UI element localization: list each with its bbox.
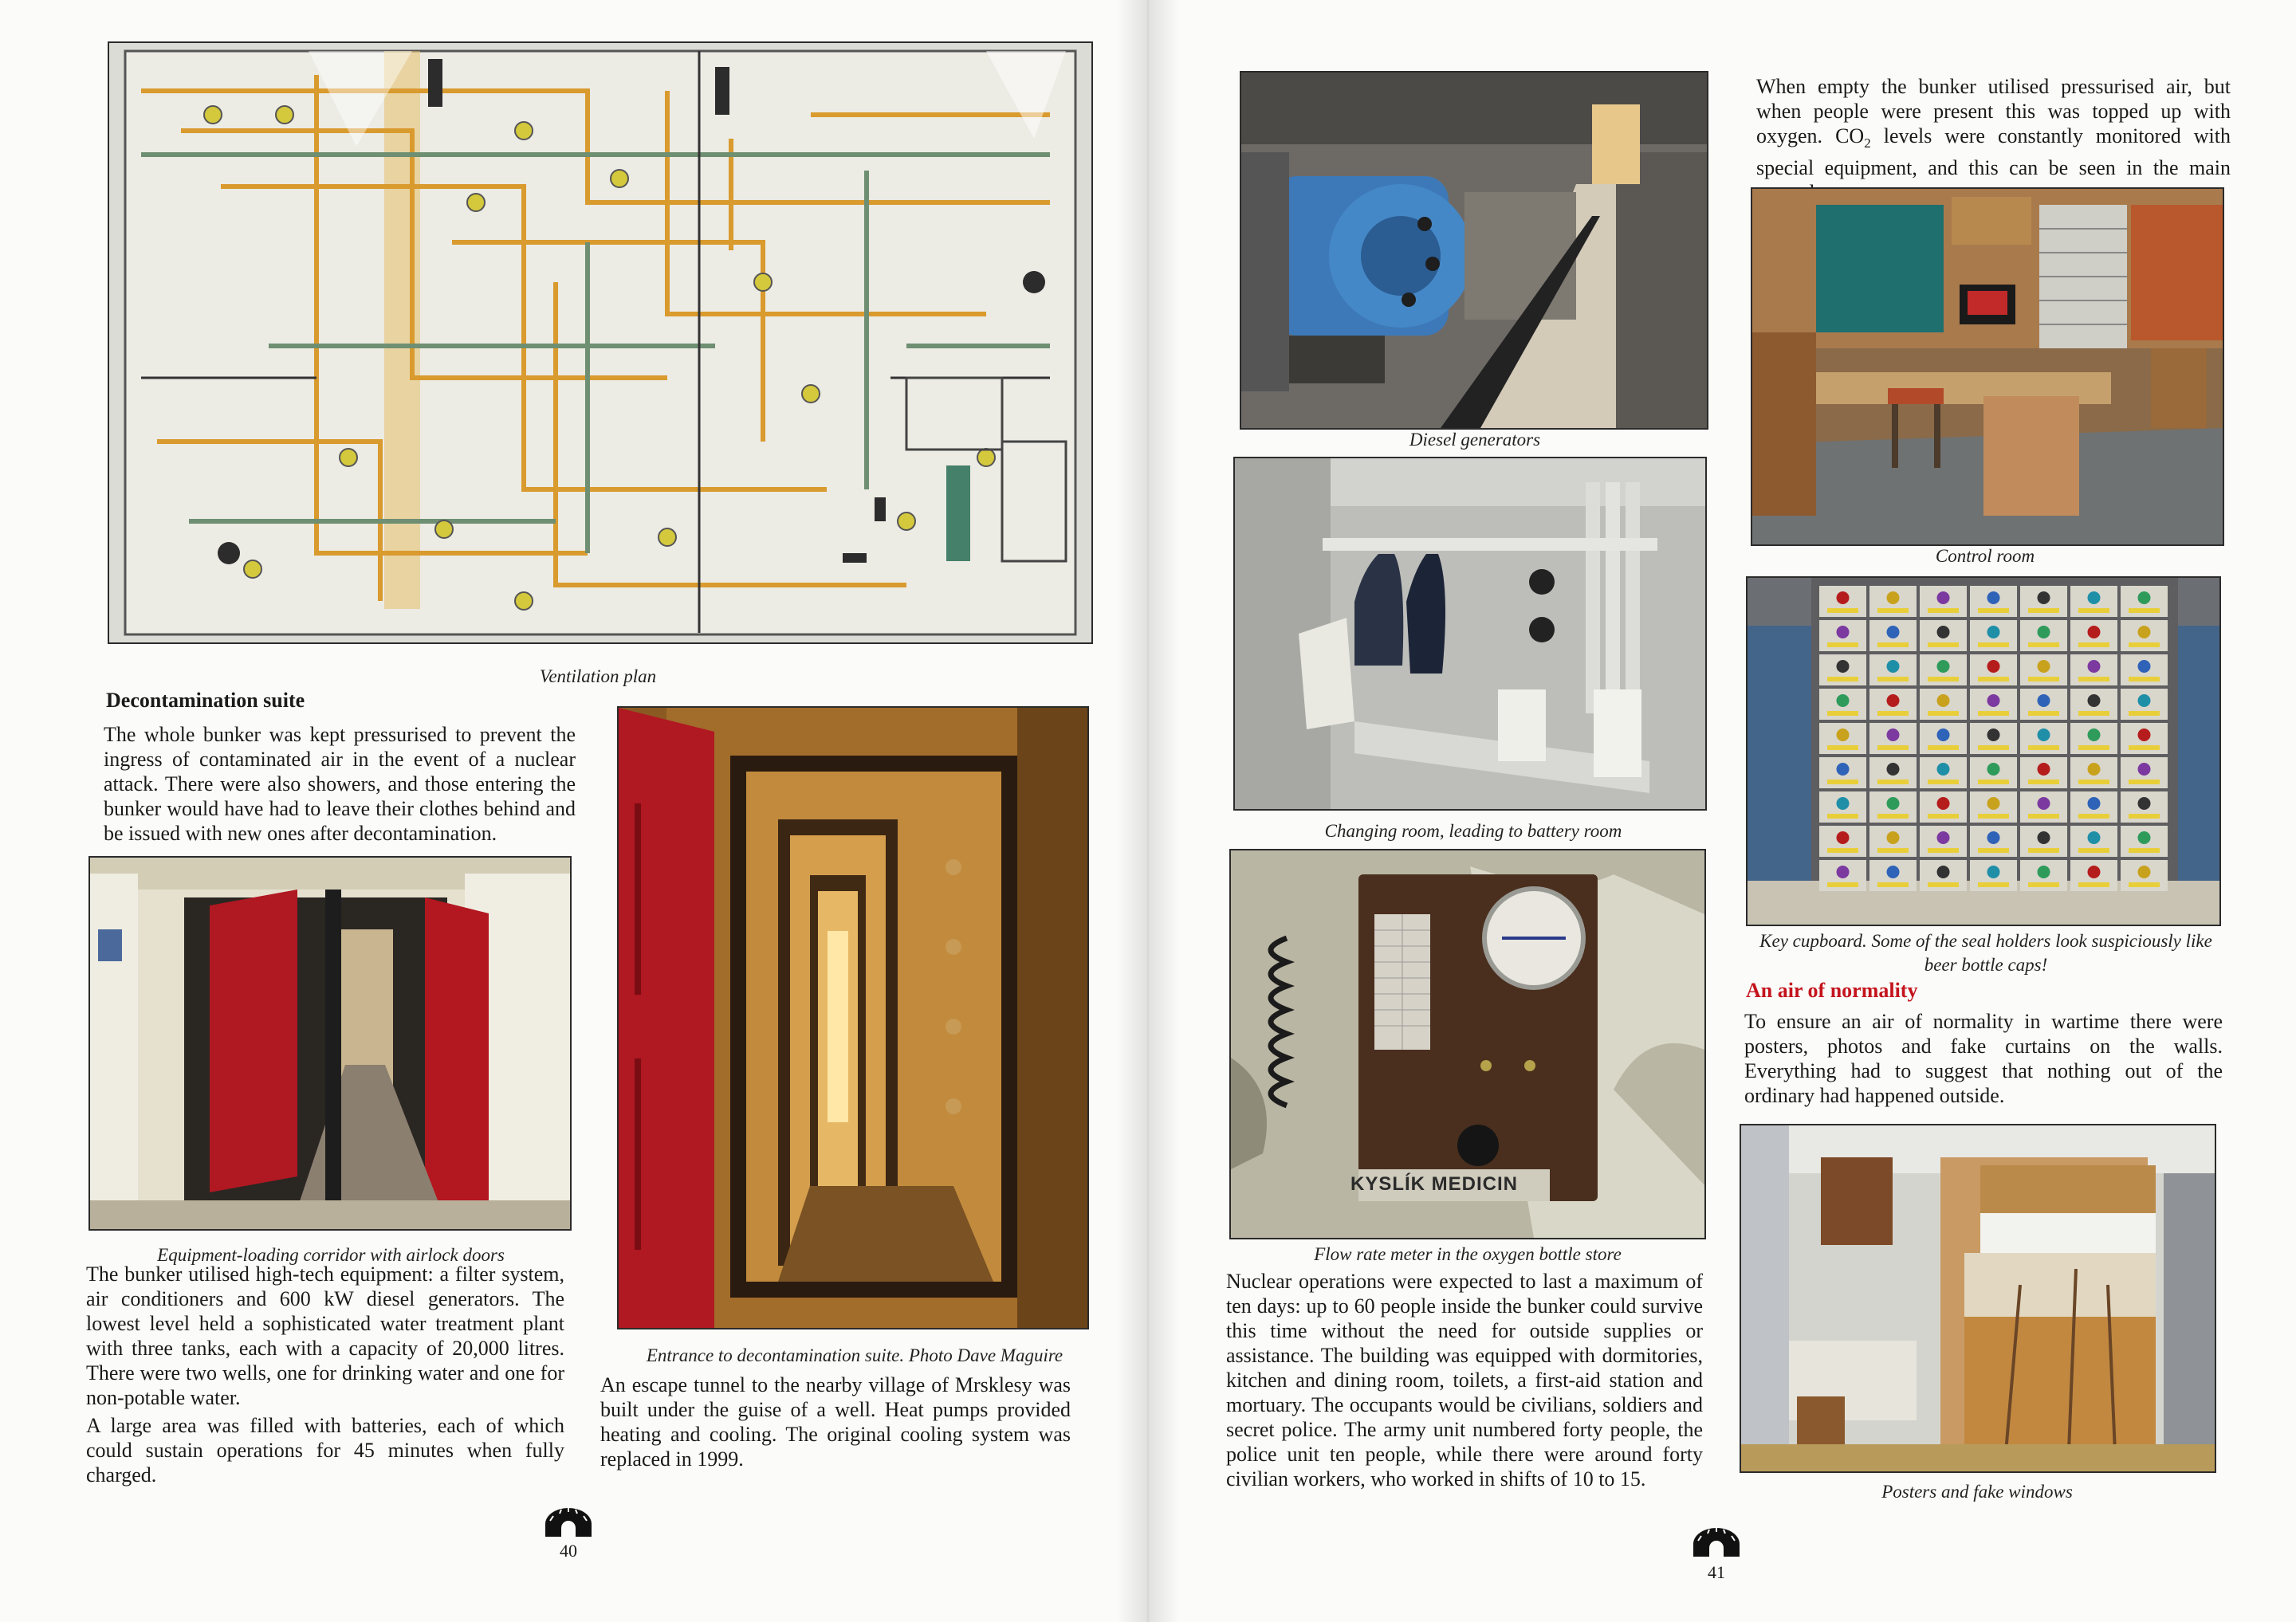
key-cupboard-photo [1748,578,2219,925]
air-text-after: levels were constantly monitored with special equipment, and this can be seen in the main [1756,124,2231,180]
batteries-paragraph: A large area was filled with batteries, each of which could sustain operations for 45 minutes when fully charged. [86,1414,564,1487]
page-number-left: 40 [560,1541,577,1561]
equipment-paragraph: The bunker utilised high-tech equipment: a filter system, air conditioners and 600 kW diesel generators. The lowest level held a sophisticated water treatment plant with three tanks, each with a capacity of 20,000 litres. There were two wells, one for drinking water and one for non-potable water. [86,1263,564,1409]
nuclear-operations-paragraph: Nuclear operations were expected to last a maximum of ten days: up to 60 people inside the bunker could survive this time without the need for outside supplies or assistance. The building was equipped with dormitories, kitchen and dining room, toilets, a first-aid station and mortuary. The occupants would be civilians, soldiers and secret police. The army unit numbered forty people, the police unit ten people, while there were around forty civilian workers, who worked in shifts of 10 to 15. [1226,1270,1703,1490]
changing-room-photo [1235,458,1705,809]
diesel-generators-caption: Diesel generators [1409,430,1541,450]
entrance-photo [619,708,1087,1328]
ventilation-plan-image [109,43,1091,642]
air-paragraph [1756,74,2231,205]
bunker-logo-icon [544,1506,593,1538]
decontamination-paragraph: The whole bunker was kept pressurised to prevent the ingress of contaminated air in the event of a nuclear attack. There were also showers, and those entering the bunker would have had to leave their clothes behind and be issued with new ones after decontamination. [104,723,576,845]
posters-caption: Posters and fake windows [1881,1482,2073,1502]
air-text-before: When empty the bunker utilised pressurised air, but when people were present this was topped up with oxygen. CO [1756,75,2231,147]
flow-rate-meter-photo [1231,850,1704,1238]
ventilation-plan-caption: Ventilation plan [539,666,657,686]
tunnel-text [600,1373,1071,1475]
normality-heading: An air of normality [1746,979,1918,1002]
nuclear-operations-text [1226,1269,1703,1494]
decontamination-heading: Decontamination suite [106,689,305,712]
page-number-right: 41 [1708,1562,1725,1582]
co2-subscript: 2 [1864,135,1871,151]
air-text [1756,74,2231,208]
corridor-photo [90,858,570,1229]
normality-text [1744,1009,2223,1111]
flow-meter-label: KYSLÍK MEDICIN [1350,1173,1519,1195]
posters-photo [1741,1125,2215,1471]
decontamination-text [104,722,576,849]
flow-rate-meter-caption: Flow rate meter in the oxygen bottle store [1314,1244,1622,1264]
equipment-text [86,1262,564,1490]
changing-room-caption: Changing room, leading to battery room [1324,821,1622,841]
right-page [1148,0,2296,1622]
tunnel-paragraph: An escape tunnel to the nearby village of Mrsklesy was built under the guise of a well. Heat pumps provided heating and cooling. The original cooling system was replaced in 1999. [600,1373,1071,1471]
corridor-caption: Equipment-loading corridor with airlock doors [157,1245,505,1265]
bunker-logo-icon [1692,1526,1741,1558]
entrance-caption: Entrance to decontamination suite. Photo Dave Maguire [646,1345,1063,1365]
diesel-generators-photo [1241,73,1707,428]
key-cupboard-caption: Key cupboard. Some of the seal holders look suspiciously like beer bottle caps! [1759,931,2212,975]
control-room-caption: Control room [1935,546,2035,566]
control-room-photo [1752,189,2223,544]
normality-paragraph: To ensure an air of normality in wartime there were posters, photos and fake curtains on the walls. Everything had to suggest that nothing out of the ordinary had happened outside. [1744,1010,2223,1107]
